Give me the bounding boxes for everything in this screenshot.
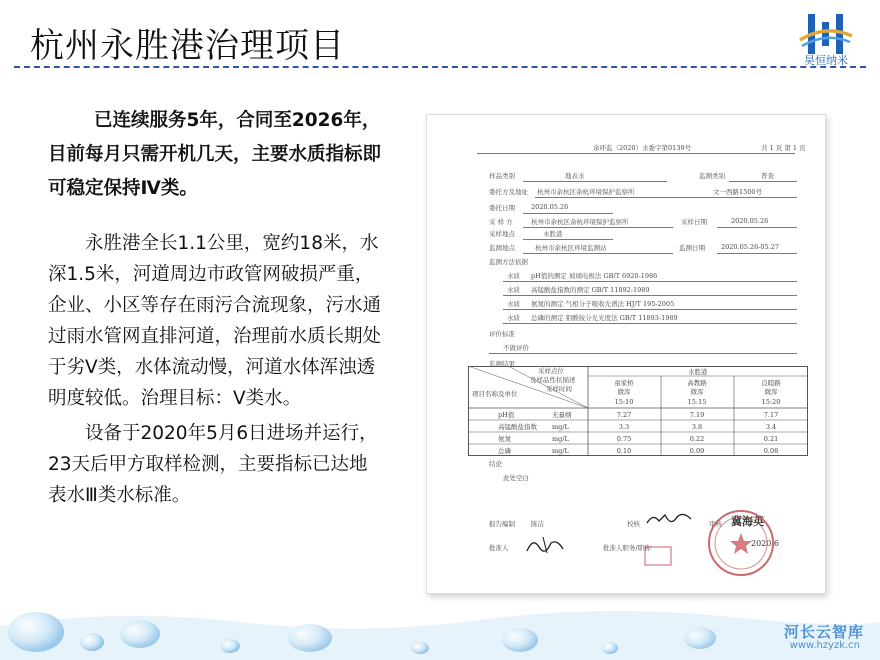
client-address: 文一西路1500号 — [713, 188, 763, 196]
underline — [717, 227, 797, 228]
criteria-label: 评价标准 — [489, 330, 515, 338]
description-paragraph: 永胜港全长1.1公里，宽约18米，水深1.5米，河道周边市政管网破损严重，企业、小区等存在雨污合流现象，污水通过雨水管网直排河道，治理前水质长期处于劣Ⅴ类，水体流动慢，河道水体浑浊透明度较低。治理目标：Ⅴ类水。 — [48, 233, 382, 409]
underline — [523, 181, 667, 182]
reviewer-label: 校核 — [627, 520, 640, 528]
table-cell: 3.8 — [691, 423, 703, 431]
sample-site-value: 永胜港 — [543, 230, 563, 238]
site-time: 15:20 — [761, 398, 781, 406]
official-stamp-icon — [703, 505, 779, 581]
logo-text: 昊恒纳米 — [804, 54, 848, 67]
row-item: 总磷 — [498, 447, 511, 455]
sampler-label: 采 样 方 — [489, 218, 513, 226]
lead-paragraph: 已连续服务5年，合同至2026年，目前每月只需开机几天，主要水质指标即可稳定保持Ⅳ类。 — [48, 110, 382, 199]
monitor-date-label: 监测日期 — [679, 244, 705, 252]
page-title: 杭州永胜港治理项目 — [30, 26, 345, 66]
table-corner-bottom: 项目名称及单位 — [472, 390, 518, 398]
method-item: 高锰酸盐指数的测定 GB/T 11892-1989 — [531, 286, 650, 294]
methods-label: 监测方法依据 — [489, 258, 528, 266]
water-drops-background-icon — [0, 598, 880, 660]
site-time: 15:15 — [687, 398, 707, 406]
table-cell: 0.75 — [616, 435, 632, 443]
criteria-value: 不做评价 — [503, 344, 529, 352]
table-cell: 0.08 — [763, 447, 779, 455]
report-number: 余环监（2020）水委字第0139号 — [593, 144, 692, 152]
underline — [503, 309, 797, 310]
site-name: 良睦路 — [761, 379, 781, 387]
table-cell: 0.10 — [616, 447, 632, 455]
compiler-label: 报告编制 — [489, 520, 515, 528]
row-item: pH值 — [498, 411, 515, 419]
site-name: 童家桥 — [614, 379, 634, 387]
result-paragraph: 设备于2020年5月6日进场并运行，23天后甲方取样检测，主要指标已达地表水Ⅲ类水标准。 — [48, 423, 378, 506]
underline — [523, 253, 673, 254]
underline — [717, 253, 797, 254]
client-label: 委托方及地址 — [489, 188, 528, 196]
reviewer-signature-icon — [645, 509, 695, 531]
watermark-name: 河长云智库 — [783, 623, 864, 641]
row-item: 氨氮 — [498, 435, 511, 443]
table-cell: 3.4 — [765, 423, 777, 431]
monitor-date-value: 2020.05.26-05.27 — [721, 243, 780, 251]
underline — [503, 281, 797, 282]
approver-signature: 冀海英 — [731, 515, 764, 528]
method-category: 水质 — [507, 314, 520, 322]
method-item: 氨氮的测定 气相分子吸收光谱法 HJ/T 195-2005 — [531, 300, 675, 308]
underline — [729, 181, 797, 182]
underline — [489, 353, 797, 354]
site-state: 微浑 — [764, 388, 778, 396]
results-label: 监测结果 — [489, 360, 515, 368]
table-cell: 3.3 — [618, 423, 630, 431]
site-state: 微浑 — [617, 388, 631, 396]
monitor-unit-value: 杭州市余杭区环境监测站 — [535, 244, 607, 252]
site-state: 微浑 — [690, 388, 704, 396]
monitor-type-label: 监测类别 — [699, 172, 725, 180]
table-corner-top: 采样点位 — [538, 367, 564, 375]
row-unit: mg/L — [552, 435, 569, 443]
method-item: pH值的测定 玻璃电极法 GB/T 6920-1986 — [531, 272, 658, 280]
underline — [523, 213, 613, 214]
sample-site-label: 采样地点 — [489, 230, 515, 238]
site-name: 高教路 — [687, 379, 707, 387]
table-cell: 7.19 — [689, 411, 705, 419]
underline — [535, 197, 797, 198]
approver-label: 审核 — [709, 520, 722, 528]
method-category: 水质 — [507, 286, 520, 294]
sample-type-label: 样品类别 — [489, 172, 515, 180]
monitor-unit-label: 监测地点 — [489, 244, 515, 252]
method-category: 水质 — [507, 300, 520, 308]
stamp-date: 2020.6 — [751, 539, 779, 548]
title-divider — [14, 66, 866, 68]
conclusion-value: 此处空白 — [503, 474, 529, 482]
row-unit: 无量纲 — [552, 411, 572, 419]
test-report-document — [426, 114, 826, 594]
table-cell: 0.09 — [689, 447, 705, 455]
signer-signature-icon — [523, 533, 569, 557]
row-item: 高锰酸盐指数 — [498, 423, 537, 431]
table-cell: 0.21 — [763, 435, 779, 443]
sample-type-value: 地表水 — [565, 172, 585, 180]
underline — [523, 239, 613, 240]
table-group-header: 水胜港 — [688, 368, 708, 376]
underline — [503, 323, 797, 324]
conclusion-label: 结论 — [489, 460, 502, 468]
table-cell: 7.17 — [763, 411, 779, 419]
sample-date-label: 采样日期 — [681, 218, 707, 226]
results-table — [468, 366, 808, 456]
compiler-name: 陈洁 — [531, 520, 544, 528]
client-value: 杭州市余杭区余杭环境保护监察所 — [537, 188, 635, 196]
method-item: 总磷的测定 钼酸铵分光光度法 GB/T 11893-1989 — [531, 314, 678, 322]
table-corner-time: 采样时间 — [546, 385, 572, 393]
underline — [503, 295, 797, 296]
monitor-type-value: 普查 — [761, 172, 774, 180]
entrust-date-value: 2020.05.26 — [531, 203, 569, 211]
table-cell: 0.22 — [689, 435, 705, 443]
seal-fragment-icon — [643, 545, 673, 569]
method-category: 水质 — [507, 272, 520, 280]
table-corner-mid: 及样品性状描述 — [530, 376, 576, 384]
entrust-date-label: 委托日期 — [489, 204, 515, 212]
table-cell: 7.27 — [616, 411, 632, 419]
sample-date-value: 2020.05.26 — [731, 217, 769, 225]
header-rule — [477, 153, 795, 154]
watermark-url: www.hzyzk.cn — [789, 640, 860, 651]
row-unit: mg/L — [552, 423, 569, 431]
underline — [523, 227, 673, 228]
text-column — [48, 104, 384, 511]
report-page-number: 共 1 页 第 1 页 — [761, 144, 806, 152]
site-time: 15:10 — [614, 398, 634, 406]
sampler-value: 杭州市余杭区余杭环境保护监察所 — [531, 218, 629, 226]
signer-post-label: 批准人职务/职称 — [603, 544, 651, 552]
row-unit: mg/L — [552, 447, 569, 455]
signer-label: 批准人 — [489, 544, 509, 552]
